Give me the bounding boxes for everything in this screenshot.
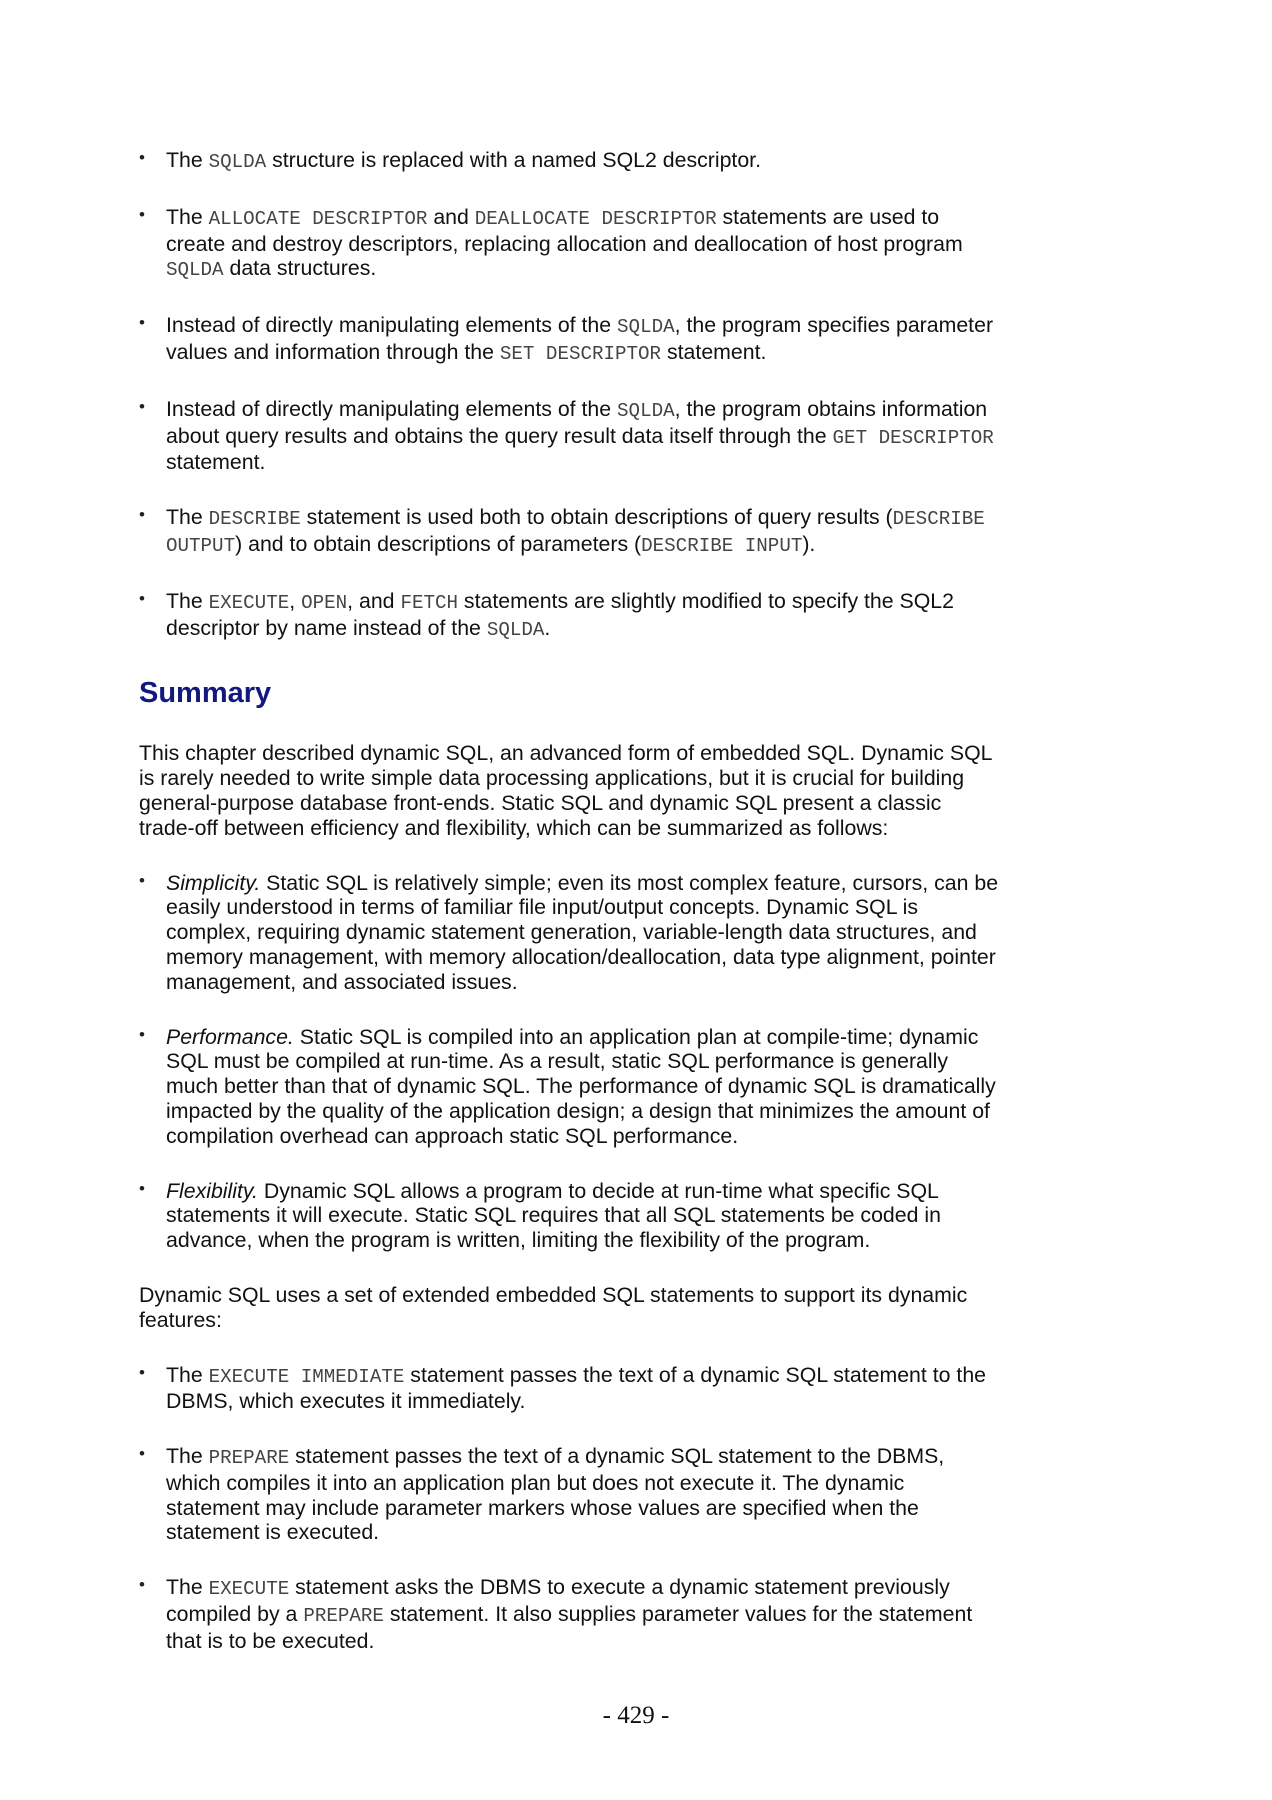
code-term: SQLDA	[166, 259, 224, 282]
list-item: • Instead of directly manipulating elements of the SQLDA, the program obtains information about query results and obtains the query result data itself through the GET DESCRIPTOR statement.	[139, 397, 999, 475]
code-term: GET DESCRIPTOR	[832, 426, 994, 449]
list-item: • The SQLDA structure is replaced with a named SQL2 descriptor.	[139, 148, 999, 175]
list-item: • Performance. Static SQL is compiled into an application plan at compile-time; dynamic SQL must be compiled at run-time. As a result, static SQL performance is generally much better than that of dynamic SQL. The performance of dynamic SQL is dramatically impacted by the quality of the application design; a design that minimizes the amount of compilation overhead can approach static SQL performance.	[139, 1025, 999, 1149]
list-item: • Flexibility. Dynamic SQL allows a program to decide at run-time what specific SQL statements it will execute. Static SQL requires that all SQL statements be coded in advance, when the program is written, limiting the flexibility of the program.	[139, 1179, 999, 1253]
page-number: - 429 -	[602, 1702, 670, 1729]
code-term: DESCRIBE INPUT	[641, 534, 803, 557]
code-term: PREPARE	[303, 1605, 384, 1628]
code-term: SQLDA	[208, 151, 267, 173]
dynamic-statement-list	[139, 1363, 999, 1654]
list-item: • Simplicity. Static SQL is relatively simple; even its most complex feature, cursors, can be easily understood in terms of familiar file input/output concepts. Dynamic SQL is complex, requiring dynamic statement generation, variable-length data structures, and memory management, with memory allocation/deallocation, data type alignment, pointer management, and associated issues.	[139, 871, 999, 995]
term-performance: Performance.	[166, 1024, 294, 1049]
code-term: EXECUTE IMMEDIATE	[208, 1365, 405, 1388]
list-item: • The PREPARE statement passes the text of a dynamic SQL statement to the DBMS, which compiles it into an application plan but does not execute it. The dynamic statement may include parameter markers whose values are specified when the statement is executed.	[139, 1444, 999, 1545]
tradeoff-list	[139, 871, 999, 1253]
term-simplicity: Simplicity.	[166, 870, 261, 895]
code-term: SQLDA	[486, 618, 545, 641]
list-item: • The EXECUTE IMMEDIATE statement passes the text of a dynamic SQL statement to the DBMS, which executes it immediately.	[139, 1363, 999, 1415]
code-term: EXECUTE	[208, 1578, 290, 1601]
list-item: • The ALLOCATE DESCRIPTOR and DEALLOCATE DESCRIPTOR statements are used to create and destroy descriptors, replacing allocation and deallocation of host program SQLDA data structures.	[139, 205, 999, 283]
code-term: SET DESCRIPTOR	[499, 342, 662, 365]
code-term: DEALLOCATE DESCRIPTOR	[474, 207, 717, 230]
code-term: EXECUTE	[208, 591, 290, 614]
list-item: • The EXECUTE, OPEN, and FETCH statements are slightly modified to specify the SQL2 descriptor by name instead of the SQLDA.	[139, 589, 999, 643]
code-term: DESCRIBE OUTPUT	[166, 508, 985, 557]
dynamic-sql-paragraph: Dynamic SQL uses a set of extended embedded SQL statements to support its dynamic features:	[139, 1282, 968, 1332]
list-item: • Instead of directly manipulating elements of the SQLDA, the program specifies parameter values and information through the SET DESCRIPTOR statement.	[139, 313, 999, 367]
list-item: • The EXECUTE statement asks the DBMS to execute a dynamic statement previously compiled by a PREPARE statement. It also supplies parameter values for the statement that is to be executed.	[139, 1575, 999, 1653]
term-flexibility: Flexibility.	[166, 1178, 258, 1203]
code-term: FETCH	[400, 591, 459, 614]
code-term: SQLDA	[617, 316, 675, 339]
code-term: SQLDA	[617, 399, 675, 422]
summary-intro-paragraph: This chapter described dynamic SQL, an advanced form of embedded SQL. Dynamic SQL is rarely needed to write simple data processing applications, but it is crucial for building general-purpose database front-ends. Static SQL and dynamic SQL present a classic trade-off between efficiency and flexibility, which can be summarized as follows:	[139, 741, 992, 840]
page-content	[139, 148, 999, 1654]
code-term: DESCRIBE	[208, 508, 301, 531]
list-item: • The DESCRIBE statement is used both to obtain descriptions of query results (DESCRIBE OUTPUT) and to obtain descriptions of parameters (DESCRIBE INPUT).	[139, 505, 999, 559]
code-term: PREPARE	[208, 1447, 290, 1470]
section-heading-summary: Summary	[139, 677, 272, 710]
code-term: OPEN	[301, 591, 348, 614]
code-term: ALLOCATE DESCRIPTOR	[208, 207, 428, 230]
sql2-descriptor-list	[139, 148, 999, 642]
